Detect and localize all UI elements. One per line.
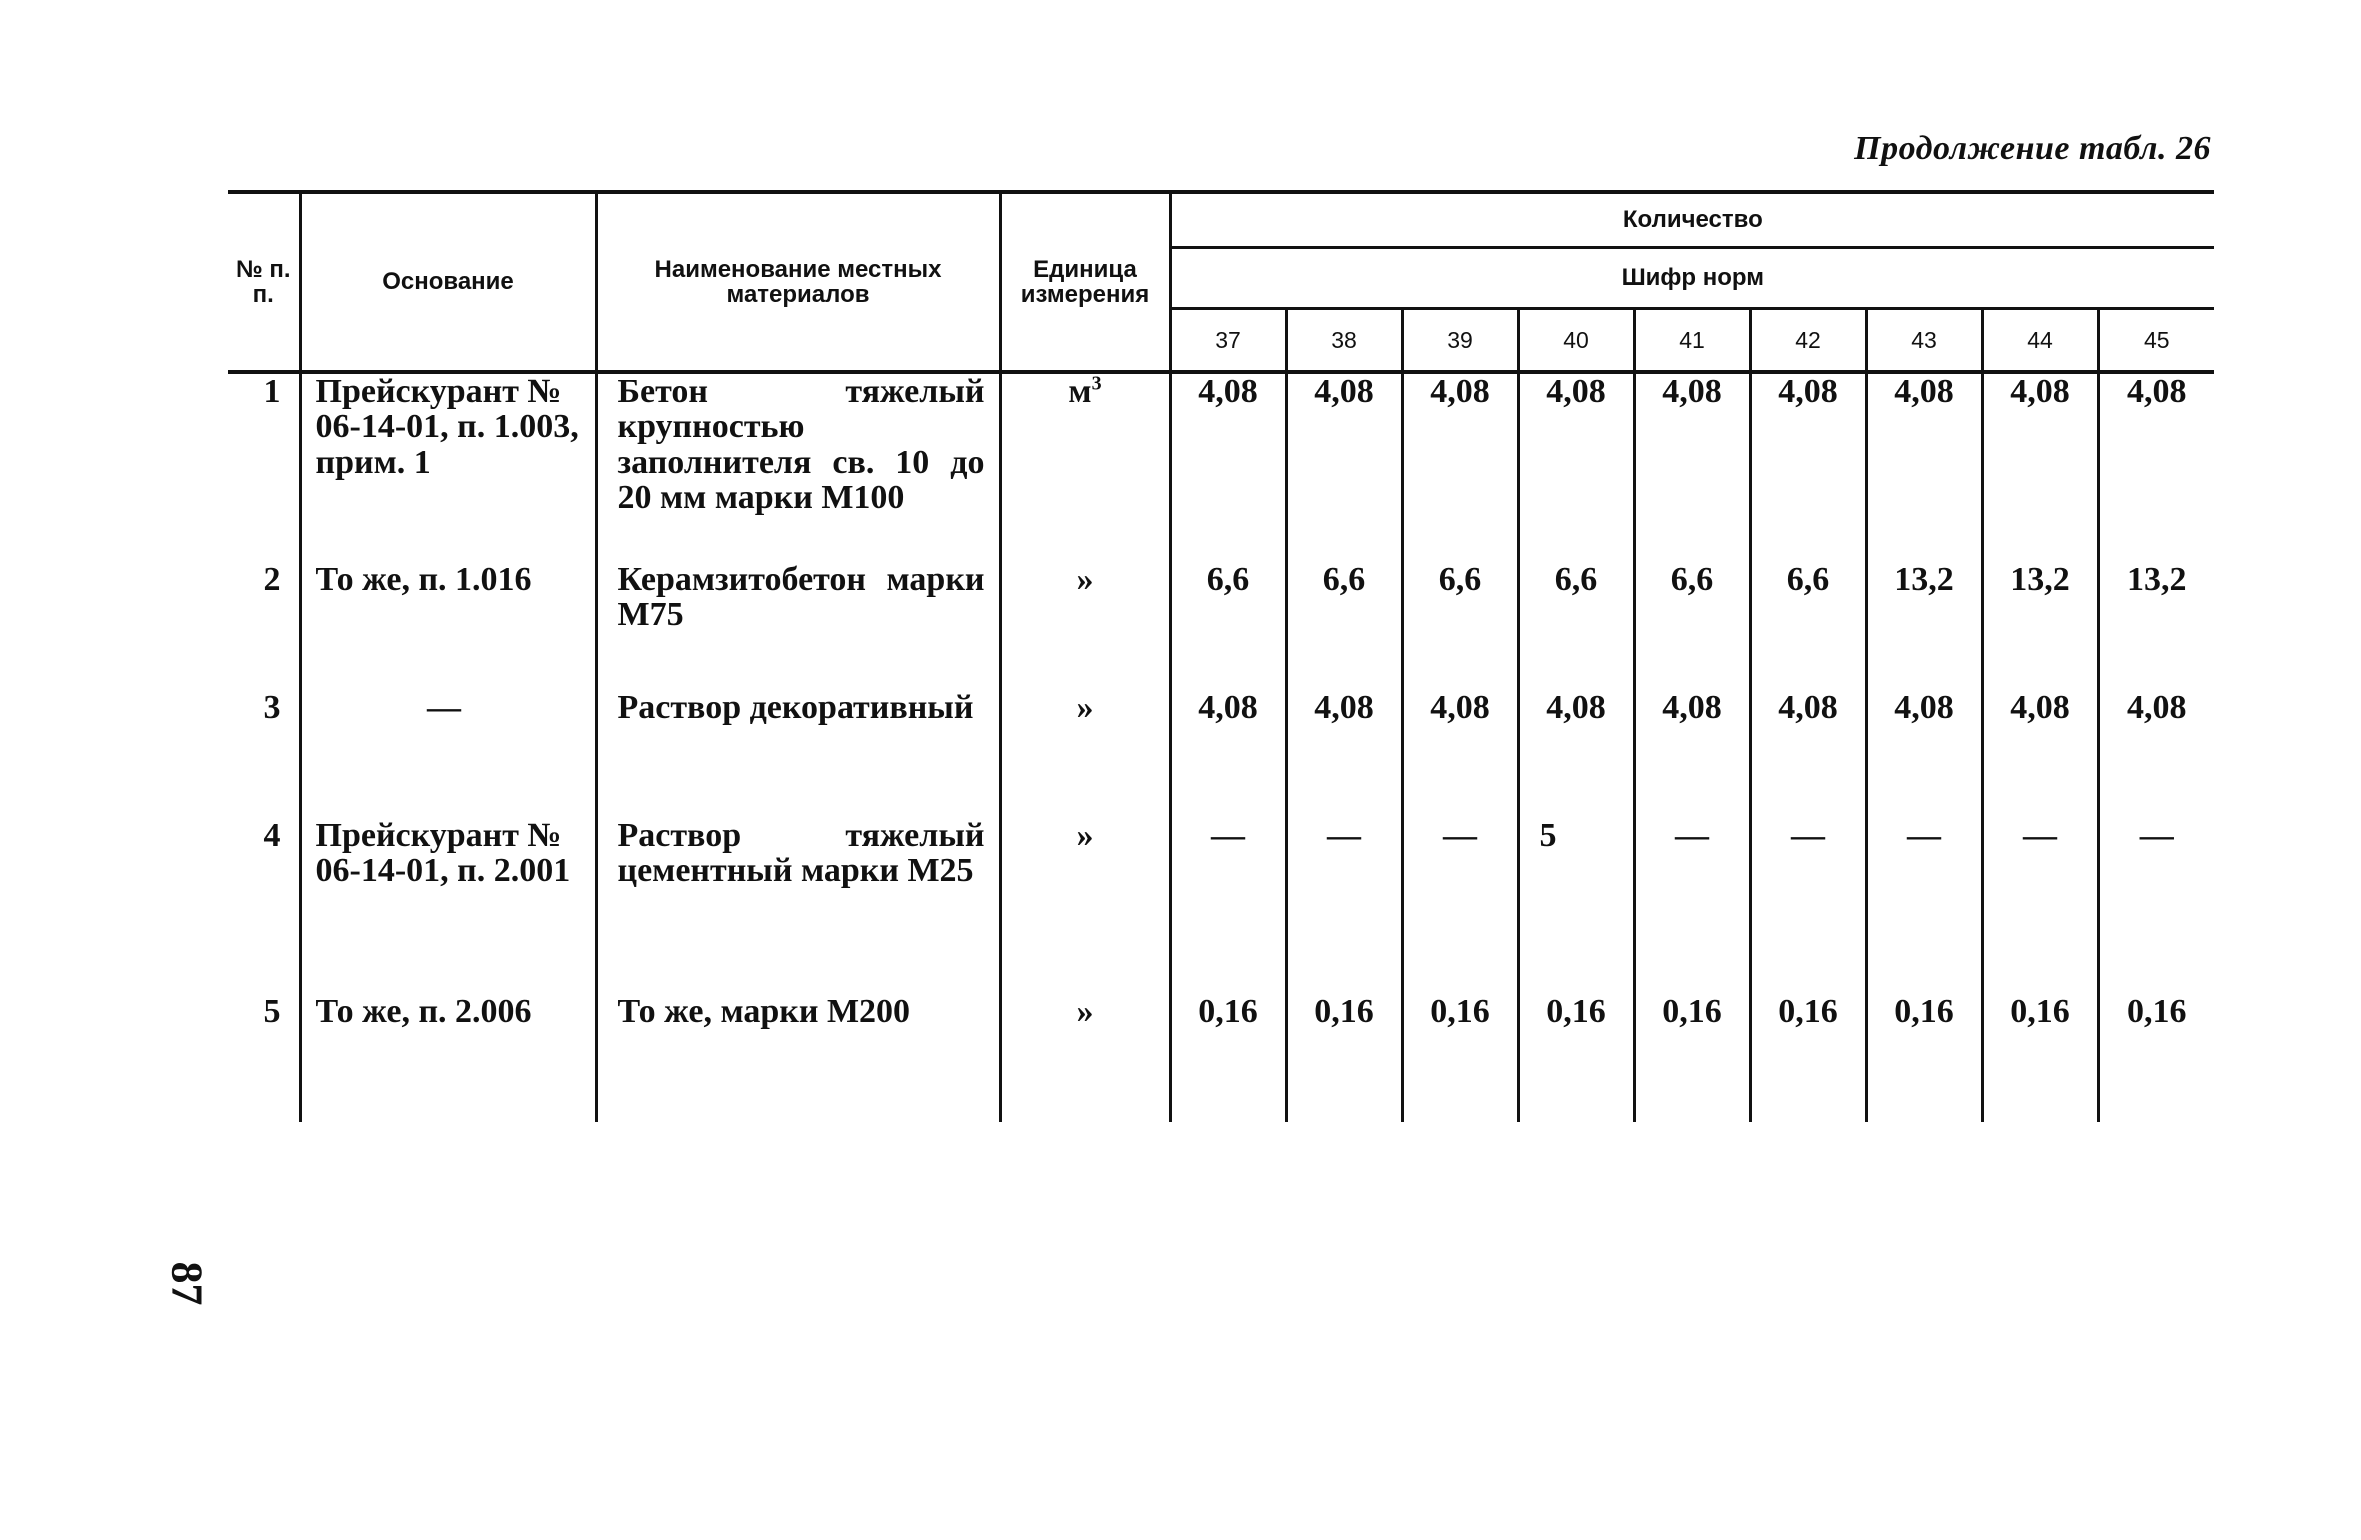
row-unit — [1000, 994, 1170, 1122]
row-quantity-38: 6,6 — [1286, 562, 1402, 690]
row-quantity-37: 4,08 — [1170, 690, 1286, 818]
row-quantity-45: 13,2 — [2098, 562, 2214, 690]
row-basis: То же, п. 1.016 — [300, 562, 596, 690]
row-quantity-37: 6,6 — [1170, 562, 1286, 690]
row-number: 5 — [263, 993, 281, 1030]
row-quantity-38: — — [1286, 818, 1402, 994]
row-quantity-40: 4,08 — [1518, 372, 1634, 562]
row-material-name: Раствор тяжелый цементный марки М25 — [596, 818, 1000, 994]
row-quantity-43: 0,16 — [1866, 994, 1982, 1122]
header-norm-38: 38 — [1286, 309, 1402, 373]
row-quantity-42: 4,08 — [1750, 690, 1866, 818]
row-number: 4 — [263, 817, 281, 854]
row-quantity-38: 4,08 — [1286, 372, 1402, 562]
row-quantity-43: 4,08 — [1866, 372, 1982, 562]
row-quantity-42: 4,08 — [1750, 372, 1866, 562]
table-row — [228, 818, 2214, 994]
table-header — [228, 192, 2214, 372]
row-basis: Прейскурант № 06-14-01, п. 1.003, прим. 1 — [300, 372, 596, 562]
row-quantity-41: 6,6 — [1634, 562, 1750, 690]
table-row — [228, 690, 2214, 818]
header-norm-45: 45 — [2098, 309, 2214, 373]
row-quantity-42: 6,6 — [1750, 562, 1866, 690]
row-quantity-37: 4,08 — [1170, 372, 1286, 562]
row-material-name: Бетон тяжелый крупностью заполнителя св. 10 до 20 мм марки М100 — [596, 372, 1000, 562]
header-material-name: Наименование местных материалов — [596, 192, 1000, 372]
row-unit — [1000, 562, 1170, 690]
row-basis: То же, п. 2.006 — [300, 994, 596, 1122]
table-caption: Продолжение табл. 26 — [1854, 130, 2211, 167]
row-number: 3 — [263, 689, 281, 726]
row-unit — [1000, 372, 1170, 562]
row-quantity-44: 4,08 — [1982, 372, 2098, 562]
row-quantity-41: 0,16 — [1634, 994, 1750, 1122]
table-body — [228, 372, 2214, 1122]
row-quantity-45: 4,08 — [2098, 372, 2214, 562]
header-norm-39: 39 — [1402, 309, 1518, 373]
row-quantity-43: — — [1866, 818, 1982, 994]
row-quantity-39: 4,08 — [1402, 372, 1518, 562]
row-number: 1 — [263, 373, 281, 410]
row-quantity-41: — — [1634, 818, 1750, 994]
row-quantity-45: 0,16 — [2098, 994, 2214, 1122]
header-basis: Основание — [300, 192, 596, 372]
header-norm-code: Шифр норм — [1170, 248, 2214, 309]
header-norm-41: 41 — [1634, 309, 1750, 373]
row-quantity-38: 0,16 — [1286, 994, 1402, 1122]
row-material-name: Керамзитобетон марки М75 — [596, 562, 1000, 690]
row-unit-text: м — [1068, 373, 1092, 410]
row-quantity-38: 4,08 — [1286, 690, 1402, 818]
row-quantity-39: — — [1402, 818, 1518, 994]
materials-table-container — [228, 190, 2214, 1122]
row-quantity-40: 5 — [1518, 818, 1634, 994]
row-quantity-39: 4,08 — [1402, 690, 1518, 818]
header-unit: Единица измерения — [1000, 192, 1170, 372]
row-unit-text: » — [1076, 817, 1094, 854]
row-basis: — — [300, 690, 596, 818]
table-row — [228, 994, 2214, 1122]
row-quantity-41: 4,08 — [1634, 690, 1750, 818]
row-basis: Прейскурант № 06-14-01, п. 2.001 — [300, 818, 596, 994]
header-norm-37: 37 — [1170, 309, 1286, 373]
row-quantity-44: 0,16 — [1982, 994, 2098, 1122]
page-number: 87 — [162, 1261, 212, 1306]
row-quantity-43: 13,2 — [1866, 562, 1982, 690]
header-norm-43: 43 — [1866, 309, 1982, 373]
table-row — [228, 562, 2214, 690]
row-number: 2 — [263, 561, 281, 598]
row-unit-text: » — [1076, 689, 1094, 726]
row-quantity-44: 4,08 — [1982, 690, 2098, 818]
row-quantity-44: 13,2 — [1982, 562, 2098, 690]
row-quantity-41: 4,08 — [1634, 372, 1750, 562]
header-norm-40: 40 — [1518, 309, 1634, 373]
row-material-name: То же, марки М200 — [596, 994, 1000, 1122]
row-unit-text: » — [1076, 561, 1094, 598]
row-quantity-45: — — [2098, 818, 2214, 994]
row-quantity-39: 0,16 — [1402, 994, 1518, 1122]
row-quantity-42: — — [1750, 818, 1866, 994]
header-norm-42: 42 — [1750, 309, 1866, 373]
row-quantity-44: — — [1982, 818, 2098, 994]
row-quantity-40: 4,08 — [1518, 690, 1634, 818]
row-quantity-39: 6,6 — [1402, 562, 1518, 690]
row-quantity-40: 6,6 — [1518, 562, 1634, 690]
row-quantity-37: — — [1170, 818, 1286, 994]
row-quantity-43: 4,08 — [1866, 690, 1982, 818]
row-unit — [1000, 690, 1170, 818]
row-quantity-40: 0,16 — [1518, 994, 1634, 1122]
header-num: № п. п. — [228, 192, 300, 372]
header-norm-44: 44 — [1982, 309, 2098, 373]
row-material-name: Раствор декоративный — [596, 690, 1000, 818]
row-unit-text: » — [1076, 993, 1094, 1030]
row-quantity-42: 0,16 — [1750, 994, 1866, 1122]
table-row — [228, 372, 2214, 562]
materials-table — [228, 190, 2214, 1122]
row-quantity-45: 4,08 — [2098, 690, 2214, 818]
row-unit-superscript: 3 — [1091, 372, 1102, 395]
row-quantity-37: 0,16 — [1170, 994, 1286, 1122]
row-unit — [1000, 818, 1170, 994]
header-quantity: Количество — [1170, 192, 2214, 248]
